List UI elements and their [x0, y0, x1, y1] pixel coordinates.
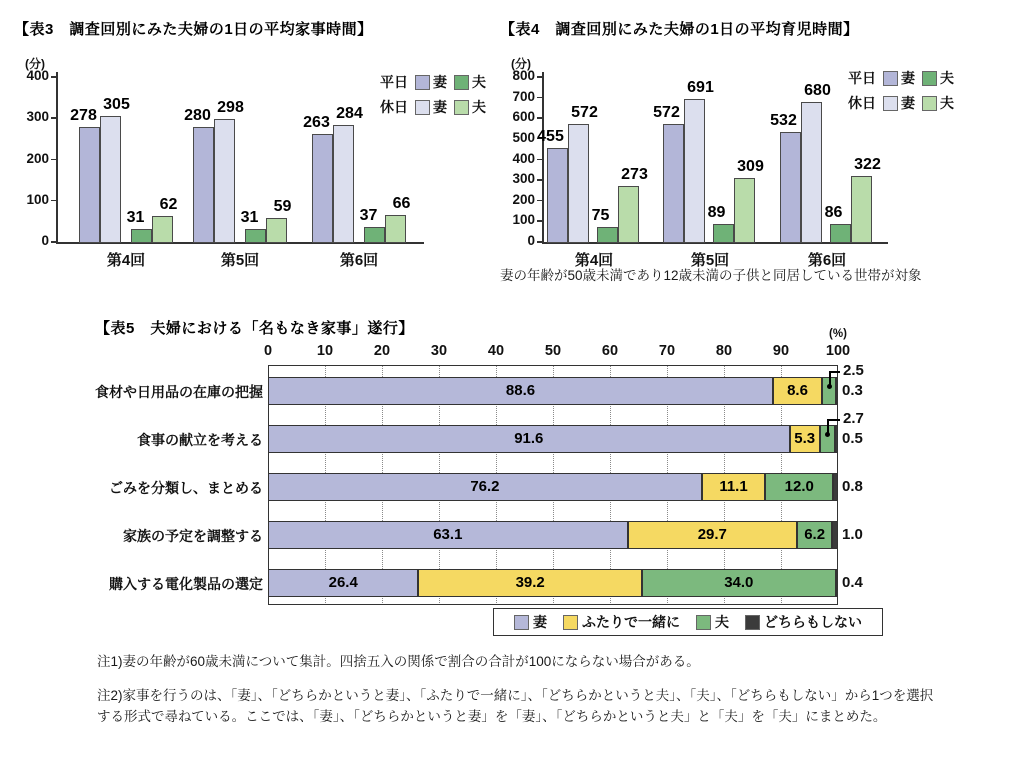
y-axis-line — [56, 72, 58, 242]
table4-plot-area — [500, 18, 1024, 300]
bar-value-label: 455 — [537, 128, 564, 146]
x-axis-tick-label: 60 — [601, 343, 619, 359]
callout-value-label: 2.5 — [843, 362, 864, 379]
legend-label: 妻 — [533, 614, 547, 630]
legend-label: ふたりで一緒に — [582, 614, 680, 630]
x-axis-tick-label: 40 — [487, 343, 505, 359]
y-axis-tick-label: 0 — [41, 233, 49, 248]
footnotes — [97, 652, 942, 741]
y-axis-tick-label: 100 — [512, 212, 535, 228]
legend-box — [493, 608, 883, 636]
x-axis-tick-label: 30 — [430, 343, 448, 359]
neither-value-label: 0.3 — [842, 382, 863, 399]
x-category-label: 第5回 — [690, 252, 730, 269]
bar-wife-weekday — [663, 124, 684, 243]
segment-value-label: 6.2 — [804, 526, 826, 543]
segment-value-label: 11.1 — [719, 478, 748, 495]
segment-value-label: 76.2 — [470, 478, 500, 495]
table4-footnote: 妻の年齢が50歳未満であり12歳未満の子供と同居している世帯が対象 — [500, 268, 922, 283]
legend-swatch-icon — [745, 615, 760, 630]
row-category-label: 食材や日用品の在庫の把握 — [95, 384, 263, 400]
y-axis-tick-label: 200 — [26, 150, 49, 166]
row-category-label: 家族の予定を調整する — [123, 528, 263, 544]
bar-value-label: 89 — [707, 203, 726, 221]
y-axis-tick-label: 700 — [512, 88, 535, 104]
segment-neither — [835, 425, 838, 453]
row-category-label: 購入する電化製品の選定 — [109, 576, 263, 592]
bar-husband-holiday — [266, 218, 287, 243]
y-axis-unit-label: (分) — [25, 57, 45, 71]
y-axis-tick-label: 200 — [512, 191, 535, 207]
x-axis-tick-label: 0 — [263, 343, 273, 359]
x-category-label: 第6回 — [807, 252, 847, 269]
legend-row — [380, 72, 486, 92]
bar-husband-weekday — [131, 229, 152, 243]
legend-swatch-icon — [922, 71, 937, 86]
bar-value-label: 280 — [184, 106, 211, 124]
x-axis-tick-label: 70 — [658, 343, 676, 359]
y-axis-tick-label: 400 — [512, 150, 535, 166]
legend-swatch-icon — [514, 615, 529, 630]
legend-swatch-icon — [922, 96, 937, 111]
y-axis-tick-label: 300 — [512, 171, 535, 187]
x-axis-tick-label: 90 — [772, 343, 790, 359]
legend-prefix: 平日 — [848, 70, 876, 86]
bar-value-label: 273 — [621, 165, 648, 183]
legend-row — [848, 68, 954, 88]
bar-value-label: 572 — [571, 104, 598, 122]
x-axis-tick-label: 100 — [825, 343, 851, 359]
legend-label: 妻 — [433, 74, 447, 90]
x-axis-unit-label: (%) — [829, 328, 847, 340]
segment-value-label: 12.0 — [784, 478, 814, 495]
x-axis-tick-label: 50 — [544, 343, 562, 359]
legend-label: 妻 — [901, 70, 915, 86]
y-axis-tick-label: 800 — [512, 68, 535, 83]
bar-husband-holiday — [851, 176, 872, 243]
segment-value-label: 88.6 — [505, 382, 536, 399]
bar-husband-holiday — [152, 216, 173, 243]
legend-swatch-icon — [415, 100, 430, 115]
legend-row — [380, 97, 486, 117]
bar-value-label: 86 — [824, 204, 843, 222]
neither-value-label: 0.8 — [842, 478, 863, 495]
bar-husband-holiday — [618, 186, 639, 243]
legend-prefix: 休日 — [380, 99, 408, 115]
legend-swatch-icon — [883, 96, 898, 111]
legend-label: 妻 — [433, 99, 447, 115]
segment-neither — [836, 377, 838, 405]
bar-value-label: 31 — [126, 209, 145, 227]
bar-value-label: 66 — [392, 194, 411, 212]
table4-title: 【表4 調査回別にみた夫婦の1日の平均育児時間】 — [500, 21, 859, 38]
bar-value-label: 263 — [303, 113, 330, 131]
segment-value-label: 29.7 — [697, 526, 727, 543]
segment-value-label: 91.6 — [514, 430, 544, 447]
segment-value-label: 5.3 — [794, 430, 816, 447]
bar-husband-holiday — [385, 215, 406, 243]
bar-husband-holiday — [734, 178, 755, 243]
bar-husband-weekday — [245, 229, 266, 243]
y-axis-line — [542, 72, 544, 242]
legend-label: どちらもしない — [764, 614, 862, 630]
bar-husband-weekday — [597, 227, 618, 243]
legend-swatch-icon — [563, 615, 578, 630]
legend-swatch-icon — [454, 75, 469, 90]
neither-value-label: 0.5 — [842, 430, 863, 447]
bar-husband-weekday — [830, 224, 851, 243]
legend-label: 夫 — [472, 99, 486, 115]
legend-label: 夫 — [715, 614, 729, 630]
x-category-label: 第5回 — [220, 252, 260, 269]
segment-value-label: 26.4 — [328, 574, 358, 591]
bar-value-label: 37 — [359, 206, 378, 224]
bar-value-label: 532 — [770, 112, 797, 130]
bar-wife-weekday — [193, 127, 214, 244]
legend-prefix: 休日 — [848, 95, 876, 111]
bar-value-label: 284 — [336, 104, 363, 122]
y-axis-tick-label: 400 — [26, 68, 49, 83]
segment-value-label: 63.1 — [433, 526, 463, 543]
x-category-label: 第4回 — [106, 252, 146, 269]
row-category-label: 食事の献立を考える — [137, 432, 263, 448]
legend-label: 夫 — [940, 70, 954, 86]
legend-swatch-icon — [883, 71, 898, 86]
chart-table4-childcare — [500, 18, 1024, 300]
x-axis-tick-label: 80 — [715, 343, 733, 359]
y-axis-tick-label: 300 — [26, 109, 49, 125]
footnote-1: 注1)妻の年齢が60歳未満について集計。四捨五入の関係で割合の合計が100にならない場合がある。 — [97, 654, 700, 669]
segment-value-label: 8.6 — [787, 382, 808, 399]
x-category-label: 第6回 — [339, 252, 379, 269]
x-category-label: 第4回 — [574, 252, 614, 269]
bar-wife-weekday — [547, 148, 568, 243]
bar-value-label: 305 — [103, 96, 130, 114]
bar-wife-holiday — [568, 124, 589, 243]
chart-table5-nameless-housework — [90, 315, 1024, 650]
bar-value-label: 572 — [653, 104, 680, 122]
callout-value-label: 2.7 — [843, 410, 864, 427]
legend-prefix: 平日 — [380, 74, 408, 90]
segment-neither — [832, 521, 838, 549]
bar-value-label: 62 — [159, 196, 178, 214]
legend-swatch-icon — [696, 615, 711, 630]
bar-value-label: 298 — [217, 99, 244, 117]
legend-swatch-icon — [415, 75, 430, 90]
legend-swatch-icon — [454, 100, 469, 115]
callout-line-horizontal — [827, 419, 840, 421]
y-axis-tick-label: 500 — [512, 129, 535, 145]
legend-label: 夫 — [940, 95, 954, 111]
neither-value-label: 0.4 — [842, 574, 863, 591]
row-category-label: ごみを分類し、まとめる — [109, 480, 263, 496]
bar-value-label: 322 — [854, 155, 881, 173]
y-axis-tick-label: 0 — [527, 233, 535, 248]
x-axis-tick-label: 10 — [316, 343, 334, 359]
y-axis-tick-label: 600 — [512, 109, 535, 125]
callout-line-horizontal — [829, 371, 840, 373]
legend-label: 妻 — [901, 95, 915, 111]
segment-neither — [836, 569, 838, 597]
segment-neither — [833, 473, 838, 501]
bar-husband-weekday — [713, 224, 734, 243]
x-axis-tick-label: 20 — [373, 343, 391, 359]
bar-wife-holiday — [333, 125, 354, 243]
neither-value-label: 1.0 — [842, 526, 863, 543]
bar-value-label: 278 — [70, 107, 97, 125]
bar-value-label: 59 — [273, 197, 292, 215]
bar-wife-weekday — [79, 127, 100, 243]
bar-wife-weekday — [780, 132, 801, 243]
bar-wife-weekday — [312, 134, 333, 243]
bar-value-label: 31 — [240, 209, 259, 227]
segment-value-label: 34.0 — [724, 574, 754, 591]
legend-label: 夫 — [472, 74, 486, 90]
y-axis-tick-label: 100 — [26, 191, 49, 207]
bar-value-label: 309 — [737, 158, 764, 176]
table3-title: 【表3 調査回別にみた夫婦の1日の平均家事時間】 — [14, 21, 373, 38]
table3-plot-area — [14, 18, 500, 280]
footnote-2: 注2)家事を行うのは、「妻」、「どちらかというと妻」、「ふたりで一緒に」、「どちらかというと夫」、「夫」、「どちらもしない」から1つを選択する形式で尋ねている。ここでは、「妻」、「どちらかというと妻」を「妻」、「どちらかというと夫」と「夫」を「夫」にまとめた。 — [97, 687, 934, 724]
table5-plot-area — [90, 315, 1024, 650]
table5-title: 【表5 夫婦における「名もなき家事」遂行】 — [95, 320, 414, 337]
bar-husband-weekday — [364, 227, 385, 243]
bar-value-label: 680 — [804, 81, 831, 99]
y-axis-unit-label: (分) — [511, 57, 531, 71]
segment-value-label: 39.2 — [515, 574, 545, 591]
legend-row — [848, 93, 954, 113]
bar-value-label: 75 — [591, 206, 610, 224]
chart-table3-housework — [14, 18, 500, 280]
bar-value-label: 691 — [687, 79, 714, 97]
